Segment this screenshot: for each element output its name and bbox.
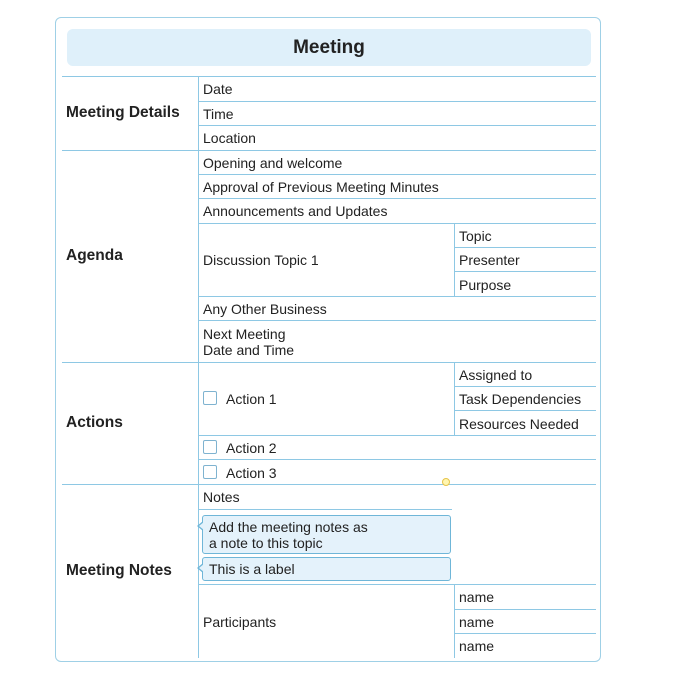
row-line [198, 174, 596, 175]
row-line [198, 101, 596, 102]
action-sub-task-dependencies[interactable]: Task Dependencies [459, 391, 582, 407]
participant-name-3[interactable]: name [459, 638, 495, 654]
row-line [198, 509, 452, 510]
sub-column-divider [454, 223, 455, 296]
participant-name-2[interactable]: name [459, 614, 495, 630]
divider-actions [62, 362, 596, 363]
section-meeting-notes[interactable]: Meeting Notes [66, 562, 172, 579]
row-line [198, 125, 596, 126]
participants-label[interactable]: Participants [203, 614, 277, 630]
agenda-approval[interactable]: Approval of Previous Meeting Minutes [203, 179, 439, 195]
connection-point[interactable] [442, 478, 450, 486]
sub-column-divider [454, 362, 455, 435]
detail-time[interactable]: Time [203, 106, 234, 122]
action-2-checkbox[interactable] [203, 440, 217, 454]
divider-top [62, 76, 596, 77]
action-sub-assigned-to[interactable]: Assigned to [459, 367, 533, 383]
sub-column-divider [454, 584, 455, 658]
row-line [198, 435, 596, 436]
agenda-discussion-topic[interactable]: Discussion Topic 1 [203, 252, 319, 268]
agenda-next-meeting[interactable]: Next Meeting [203, 326, 286, 342]
note-text-line2: a note to this topic [209, 535, 323, 551]
row-line [198, 296, 596, 297]
row-line [454, 271, 596, 272]
action-1[interactable]: Action 1 [226, 391, 277, 407]
detail-location[interactable]: Location [203, 130, 256, 146]
row-line [198, 198, 596, 199]
action-sub-resources-needed[interactable]: Resources Needed [459, 416, 579, 432]
row-line [454, 609, 596, 610]
section-agenda[interactable]: Agenda [66, 247, 123, 264]
section-meeting-details[interactable]: Meeting Details [66, 104, 180, 121]
discussion-sub-presenter[interactable]: Presenter [459, 252, 520, 268]
agenda-next-meeting-line2: Date and Time [203, 342, 295, 358]
row-line [454, 633, 596, 634]
row-line [198, 584, 596, 585]
agenda-announcements[interactable]: Announcements and Updates [203, 203, 388, 219]
divider-agenda [62, 150, 596, 151]
note-callout[interactable] [202, 515, 451, 554]
section-actions[interactable]: Actions [66, 414, 123, 431]
agenda-opening[interactable]: Opening and welcome [203, 155, 343, 171]
topic-title[interactable]: Meeting [67, 29, 591, 66]
row-line [454, 247, 596, 248]
notes-label[interactable]: Notes [203, 489, 240, 505]
row-line [198, 459, 596, 460]
label-callout[interactable] [202, 557, 451, 581]
row-line [454, 410, 596, 411]
discussion-sub-purpose[interactable]: Purpose [459, 277, 512, 293]
participant-name-1[interactable]: name [459, 589, 495, 605]
discussion-sub-topic[interactable]: Topic [459, 228, 492, 244]
detail-date[interactable]: Date [203, 81, 233, 97]
action-3[interactable]: Action 3 [226, 465, 277, 481]
row-line [198, 320, 596, 321]
label-text: This is a label [209, 561, 295, 577]
agenda-any-other-business[interactable]: Any Other Business [203, 301, 327, 317]
action-3-checkbox[interactable] [203, 465, 217, 479]
action-1-checkbox[interactable] [203, 391, 217, 405]
divider-notes [62, 484, 596, 485]
row-line [198, 223, 596, 224]
row-line [454, 386, 596, 387]
action-2[interactable]: Action 2 [226, 440, 277, 456]
note-text-line1: Add the meeting notes as [209, 519, 368, 535]
